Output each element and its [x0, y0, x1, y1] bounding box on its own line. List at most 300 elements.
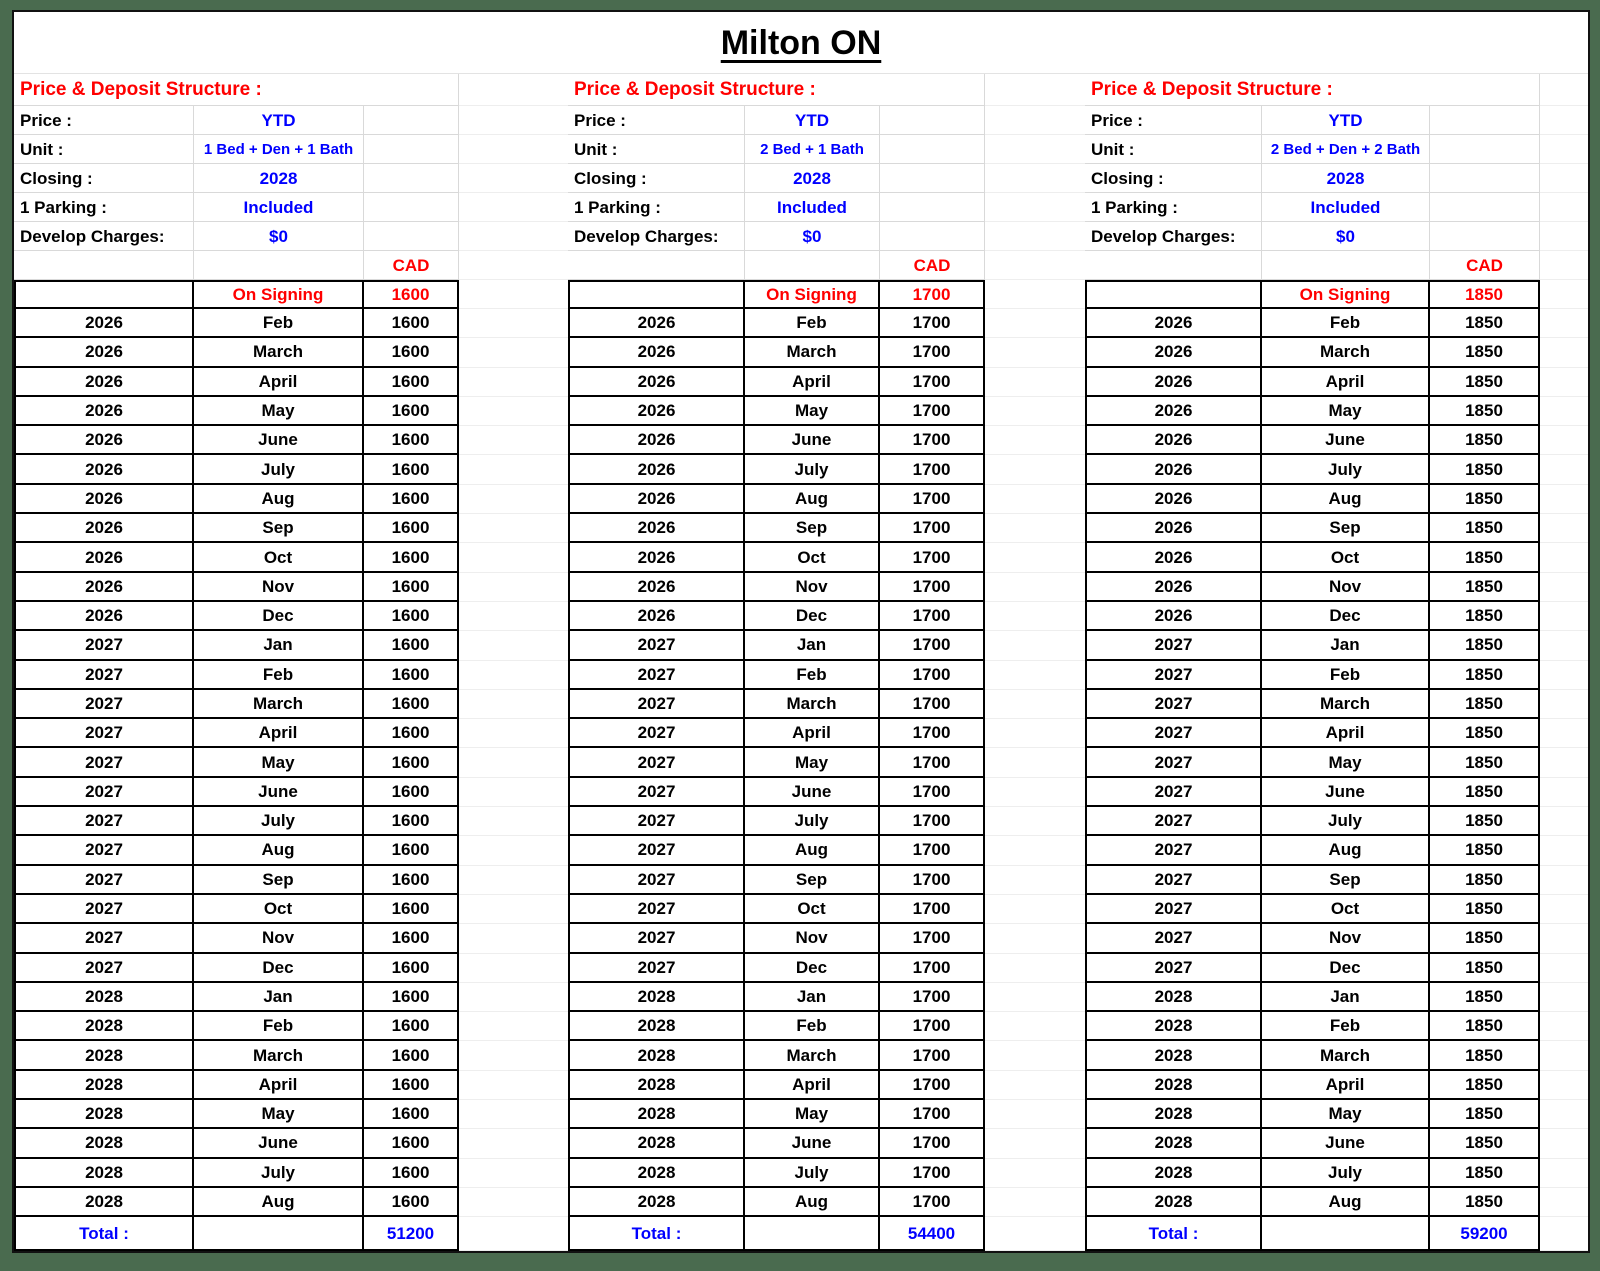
empty-cell: [1085, 251, 1262, 280]
amount-cell: 1600: [364, 836, 459, 865]
month-cell: Aug: [745, 1188, 880, 1217]
empty-cell: [985, 338, 1085, 367]
empty-cell: [1540, 338, 1588, 367]
amount-cell: 1700: [880, 807, 985, 836]
empty-cell: [459, 74, 568, 106]
empty-cell: [459, 222, 568, 251]
month-cell: March: [194, 690, 364, 719]
amount-cell: 1700: [880, 719, 985, 748]
year-cell: 2027: [568, 895, 745, 924]
amount-cell: 1850: [1430, 1129, 1540, 1158]
empty-cell: [1085, 280, 1262, 309]
empty-cell: [1540, 485, 1588, 514]
empty-cell: [14, 251, 194, 280]
empty-cell: [459, 807, 568, 836]
empty-cell: [459, 368, 568, 397]
empty-cell: [364, 106, 459, 135]
info-value-develop-charges: $0: [745, 222, 880, 251]
empty-cell: [880, 135, 985, 164]
month-cell: Aug: [194, 1188, 364, 1217]
year-cell: 2027: [568, 748, 745, 777]
empty-cell: [364, 164, 459, 193]
year-cell: 2027: [1085, 895, 1262, 924]
year-cell: 2027: [568, 954, 745, 983]
amount-cell: 1700: [880, 1071, 985, 1100]
amount-cell: 1700: [880, 924, 985, 953]
empty-cell: [459, 1012, 568, 1041]
month-cell: Dec: [1262, 602, 1430, 631]
year-cell: 2027: [568, 631, 745, 660]
empty-cell: [985, 836, 1085, 865]
amount-cell: 1700: [880, 690, 985, 719]
year-cell: 2028: [1085, 1071, 1262, 1100]
empty-cell: [985, 1217, 1085, 1251]
amount-cell: 1700: [880, 309, 985, 338]
month-cell: Jan: [194, 631, 364, 660]
info-value-develop-charges: $0: [1262, 222, 1430, 251]
amount-cell: 1850: [1430, 778, 1540, 807]
empty-cell: [880, 222, 985, 251]
empty-cell: [1540, 631, 1588, 660]
month-cell: Oct: [745, 895, 880, 924]
year-cell: 2028: [1085, 1188, 1262, 1217]
currency-header: CAD: [1430, 251, 1540, 280]
empty-cell: [985, 807, 1085, 836]
year-cell: 2027: [14, 690, 194, 719]
year-cell: 2026: [1085, 543, 1262, 572]
month-cell: Nov: [1262, 924, 1430, 953]
empty-cell: [985, 602, 1085, 631]
empty-cell: [364, 222, 459, 251]
amount-cell: 1700: [880, 1129, 985, 1158]
amount-cell: 1600: [364, 1188, 459, 1217]
year-cell: 2026: [568, 309, 745, 338]
empty-cell: [985, 397, 1085, 426]
year-cell: 2026: [14, 455, 194, 484]
empty-cell: [1540, 1217, 1588, 1251]
month-cell: April: [1262, 1071, 1430, 1100]
empty-cell: [985, 954, 1085, 983]
month-cell: May: [745, 748, 880, 777]
amount-cell: 1600: [364, 573, 459, 602]
empty-cell: [459, 866, 568, 895]
year-cell: 2027: [14, 748, 194, 777]
info-label-price: Price :: [568, 106, 745, 135]
empty-cell: [985, 866, 1085, 895]
amount-cell: 1600: [364, 338, 459, 367]
info-label-parking: 1 Parking :: [1085, 193, 1262, 222]
empty-cell: [1540, 602, 1588, 631]
year-cell: 2028: [568, 1071, 745, 1100]
year-cell: 2026: [1085, 309, 1262, 338]
amount-cell: 1600: [364, 690, 459, 719]
empty-cell: [459, 1041, 568, 1070]
empty-cell: [1540, 193, 1588, 222]
year-cell: 2026: [1085, 397, 1262, 426]
info-label-parking: 1 Parking :: [568, 193, 745, 222]
empty-cell: [459, 1217, 568, 1251]
amount-cell: 1600: [364, 954, 459, 983]
empty-cell: [568, 280, 745, 309]
empty-cell: [985, 573, 1085, 602]
amount-cell: 1850: [1430, 368, 1540, 397]
amount-cell: 1600: [364, 485, 459, 514]
month-cell: July: [194, 807, 364, 836]
amount-cell: 1600: [364, 368, 459, 397]
month-cell: March: [745, 1041, 880, 1070]
year-cell: 2027: [14, 778, 194, 807]
month-cell: July: [1262, 1159, 1430, 1188]
on-signing-amount: 1850: [1430, 280, 1540, 309]
total-amount: 54400: [880, 1217, 985, 1251]
year-cell: 2026: [1085, 368, 1262, 397]
month-cell: April: [745, 1071, 880, 1100]
amount-cell: 1700: [880, 1100, 985, 1129]
amount-cell: 1700: [880, 748, 985, 777]
month-cell: Oct: [745, 543, 880, 572]
year-cell: 2027: [568, 807, 745, 836]
empty-cell: [1540, 778, 1588, 807]
year-cell: 2026: [14, 543, 194, 572]
empty-cell: [985, 1041, 1085, 1070]
amount-cell: 1850: [1430, 748, 1540, 777]
empty-cell: [459, 309, 568, 338]
empty-cell: [985, 426, 1085, 455]
amount-cell: 1850: [1430, 661, 1540, 690]
year-cell: 2028: [14, 1188, 194, 1217]
empty-cell: [1540, 514, 1588, 543]
year-cell: 2027: [1085, 778, 1262, 807]
year-cell: 2026: [1085, 514, 1262, 543]
month-cell: July: [745, 807, 880, 836]
empty-cell: [1540, 748, 1588, 777]
empty-cell: [1540, 836, 1588, 865]
year-cell: 2028: [14, 1159, 194, 1188]
empty-cell: [459, 1159, 568, 1188]
month-cell: Nov: [745, 573, 880, 602]
year-cell: 2027: [14, 954, 194, 983]
on-signing-amount: 1600: [364, 280, 459, 309]
empty-cell: [459, 485, 568, 514]
info-label-unit: Unit :: [14, 135, 194, 164]
year-cell: 2027: [14, 807, 194, 836]
month-cell: June: [194, 778, 364, 807]
month-cell: June: [745, 778, 880, 807]
amount-cell: 1850: [1430, 1071, 1540, 1100]
month-cell: June: [1262, 1129, 1430, 1158]
month-cell: Dec: [194, 954, 364, 983]
month-cell: March: [745, 690, 880, 719]
amount-cell: 1850: [1430, 338, 1540, 367]
empty-cell: [985, 455, 1085, 484]
total-amount: 51200: [364, 1217, 459, 1251]
amount-cell: 1850: [1430, 1041, 1540, 1070]
empty-cell: [1262, 1217, 1430, 1251]
year-cell: 2028: [14, 1041, 194, 1070]
month-cell: Nov: [194, 924, 364, 953]
month-cell: Feb: [194, 1012, 364, 1041]
amount-cell: 1850: [1430, 1159, 1540, 1188]
empty-cell: [194, 251, 364, 280]
year-cell: 2027: [568, 924, 745, 953]
empty-cell: [1540, 661, 1588, 690]
amount-cell: 1700: [880, 895, 985, 924]
amount-cell: 1850: [1430, 836, 1540, 865]
amount-cell: 1600: [364, 866, 459, 895]
empty-cell: [1540, 1129, 1588, 1158]
info-value-closing: 2028: [745, 164, 880, 193]
amount-cell: 1700: [880, 631, 985, 660]
year-cell: 2026: [1085, 426, 1262, 455]
empty-cell: [1540, 543, 1588, 572]
info-value-parking: Included: [745, 193, 880, 222]
year-cell: 2027: [1085, 690, 1262, 719]
amount-cell: 1600: [364, 924, 459, 953]
month-cell: May: [194, 748, 364, 777]
month-cell: Oct: [194, 543, 364, 572]
amount-cell: 1700: [880, 514, 985, 543]
month-cell: April: [745, 368, 880, 397]
empty-cell: [1540, 983, 1588, 1012]
info-label-develop-charges: Develop Charges:: [14, 222, 194, 251]
month-cell: Jan: [745, 631, 880, 660]
empty-cell: [459, 895, 568, 924]
year-cell: 2026: [1085, 573, 1262, 602]
deposit-schedule-grid: [14, 12, 1588, 1251]
empty-cell: [1540, 368, 1588, 397]
month-cell: Nov: [745, 924, 880, 953]
month-cell: July: [194, 455, 364, 484]
year-cell: 2027: [14, 631, 194, 660]
year-cell: 2028: [14, 1129, 194, 1158]
month-cell: Jan: [194, 983, 364, 1012]
info-label-price: Price :: [1085, 106, 1262, 135]
month-cell: March: [1262, 1041, 1430, 1070]
year-cell: 2026: [1085, 455, 1262, 484]
amount-cell: 1600: [364, 1071, 459, 1100]
info-value-unit: 1 Bed + Den + 1 Bath: [194, 135, 364, 164]
empty-cell: [1540, 1159, 1588, 1188]
month-cell: Sep: [1262, 514, 1430, 543]
amount-cell: 1600: [364, 543, 459, 572]
empty-cell: [1540, 74, 1588, 106]
empty-cell: [1540, 807, 1588, 836]
empty-cell: [1540, 1012, 1588, 1041]
month-cell: May: [194, 1100, 364, 1129]
amount-cell: 1850: [1430, 690, 1540, 719]
year-cell: 2028: [14, 1100, 194, 1129]
empty-cell: [459, 397, 568, 426]
month-cell: Oct: [1262, 543, 1430, 572]
info-value-price: YTD: [1262, 106, 1430, 135]
empty-cell: [1430, 222, 1540, 251]
total-label: Total :: [14, 1217, 194, 1251]
empty-cell: [459, 1129, 568, 1158]
month-cell: March: [194, 1041, 364, 1070]
month-cell: June: [1262, 426, 1430, 455]
year-cell: 2027: [1085, 748, 1262, 777]
year-cell: 2027: [568, 719, 745, 748]
empty-cell: [459, 1100, 568, 1129]
amount-cell: 1850: [1430, 631, 1540, 660]
empty-cell: [1540, 164, 1588, 193]
amount-cell: 1700: [880, 866, 985, 895]
empty-cell: [985, 1012, 1085, 1041]
empty-cell: [459, 836, 568, 865]
month-cell: Nov: [1262, 573, 1430, 602]
spreadsheet-page: [12, 10, 1590, 1253]
empty-cell: [1540, 455, 1588, 484]
empty-cell: [459, 1071, 568, 1100]
empty-cell: [1430, 164, 1540, 193]
year-cell: 2026: [568, 426, 745, 455]
info-label-closing: Closing :: [14, 164, 194, 193]
year-cell: 2028: [568, 1041, 745, 1070]
amount-cell: 1700: [880, 455, 985, 484]
amount-cell: 1850: [1430, 1100, 1540, 1129]
amount-cell: 1850: [1430, 866, 1540, 895]
empty-cell: [1540, 251, 1588, 280]
year-cell: 2028: [1085, 1100, 1262, 1129]
empty-cell: [459, 280, 568, 309]
empty-cell: [1540, 954, 1588, 983]
month-cell: May: [745, 397, 880, 426]
year-cell: 2027: [1085, 836, 1262, 865]
empty-cell: [985, 748, 1085, 777]
empty-cell: [364, 193, 459, 222]
info-value-closing: 2028: [1262, 164, 1430, 193]
total-label: Total :: [568, 1217, 745, 1251]
info-value-unit: 2 Bed + Den + 2 Bath: [1262, 135, 1430, 164]
month-cell: Sep: [745, 514, 880, 543]
empty-cell: [985, 74, 1085, 106]
month-cell: June: [194, 1129, 364, 1158]
amount-cell: 1600: [364, 1012, 459, 1041]
year-cell: 2028: [14, 1012, 194, 1041]
month-cell: Sep: [194, 866, 364, 895]
year-cell: 2027: [14, 719, 194, 748]
empty-cell: [1540, 222, 1588, 251]
month-cell: April: [1262, 719, 1430, 748]
empty-cell: [459, 455, 568, 484]
empty-cell: [459, 1188, 568, 1217]
empty-cell: [985, 631, 1085, 660]
month-cell: May: [1262, 1100, 1430, 1129]
empty-cell: [1540, 1041, 1588, 1070]
info-label-parking: 1 Parking :: [14, 193, 194, 222]
month-cell: Sep: [194, 514, 364, 543]
info-value-price: YTD: [745, 106, 880, 135]
amount-cell: 1600: [364, 1129, 459, 1158]
amount-cell: 1700: [880, 836, 985, 865]
year-cell: 2026: [14, 602, 194, 631]
empty-cell: [1540, 1071, 1588, 1100]
on-signing-amount: 1700: [880, 280, 985, 309]
empty-cell: [459, 251, 568, 280]
empty-cell: [880, 193, 985, 222]
info-value-unit: 2 Bed + 1 Bath: [745, 135, 880, 164]
empty-cell: [985, 1188, 1085, 1217]
year-cell: 2026: [14, 338, 194, 367]
page-title: [14, 12, 1588, 74]
empty-cell: [459, 954, 568, 983]
month-cell: Oct: [1262, 895, 1430, 924]
month-cell: Aug: [1262, 836, 1430, 865]
empty-cell: [459, 514, 568, 543]
section-title: Price & Deposit Structure :: [14, 74, 459, 106]
year-cell: 2026: [568, 397, 745, 426]
month-cell: April: [194, 719, 364, 748]
month-cell: Nov: [194, 573, 364, 602]
empty-cell: [985, 368, 1085, 397]
empty-cell: [1540, 866, 1588, 895]
year-cell: 2028: [568, 1159, 745, 1188]
year-cell: 2028: [14, 983, 194, 1012]
year-cell: 2028: [1085, 983, 1262, 1012]
month-cell: April: [194, 1071, 364, 1100]
year-cell: 2028: [1085, 1129, 1262, 1158]
month-cell: Sep: [1262, 866, 1430, 895]
empty-cell: [459, 983, 568, 1012]
year-cell: 2027: [1085, 631, 1262, 660]
year-cell: 2027: [14, 661, 194, 690]
total-label: Total :: [1085, 1217, 1262, 1251]
page-title-text: Milton ON: [720, 23, 882, 62]
empty-cell: [1540, 1100, 1588, 1129]
empty-cell: [985, 719, 1085, 748]
empty-cell: [985, 543, 1085, 572]
year-cell: 2027: [1085, 807, 1262, 836]
empty-cell: [985, 924, 1085, 953]
empty-cell: [985, 193, 1085, 222]
empty-cell: [459, 631, 568, 660]
month-cell: March: [1262, 338, 1430, 367]
month-cell: June: [745, 426, 880, 455]
info-label-develop-charges: Develop Charges:: [1085, 222, 1262, 251]
month-cell: March: [1262, 690, 1430, 719]
empty-cell: [364, 135, 459, 164]
month-cell: April: [194, 368, 364, 397]
amount-cell: 1600: [364, 1041, 459, 1070]
month-cell: June: [745, 1129, 880, 1158]
empty-cell: [1540, 135, 1588, 164]
month-cell: Feb: [1262, 661, 1430, 690]
empty-cell: [459, 135, 568, 164]
month-cell: Dec: [1262, 954, 1430, 983]
amount-cell: 1600: [364, 807, 459, 836]
empty-cell: [985, 778, 1085, 807]
empty-cell: [1430, 193, 1540, 222]
amount-cell: 1850: [1430, 309, 1540, 338]
amount-cell: 1850: [1430, 485, 1540, 514]
year-cell: 2028: [568, 1188, 745, 1217]
info-value-develop-charges: $0: [194, 222, 364, 251]
amount-cell: 1700: [880, 661, 985, 690]
year-cell: 2027: [568, 690, 745, 719]
month-cell: Aug: [745, 485, 880, 514]
month-cell: Aug: [1262, 485, 1430, 514]
amount-cell: 1600: [364, 1100, 459, 1129]
amount-cell: 1600: [364, 397, 459, 426]
empty-cell: [1540, 690, 1588, 719]
year-cell: 2028: [1085, 1012, 1262, 1041]
month-cell: April: [745, 719, 880, 748]
empty-cell: [459, 193, 568, 222]
month-cell: Feb: [745, 661, 880, 690]
section-title: Price & Deposit Structure :: [568, 74, 985, 106]
empty-cell: [985, 280, 1085, 309]
empty-cell: [985, 895, 1085, 924]
